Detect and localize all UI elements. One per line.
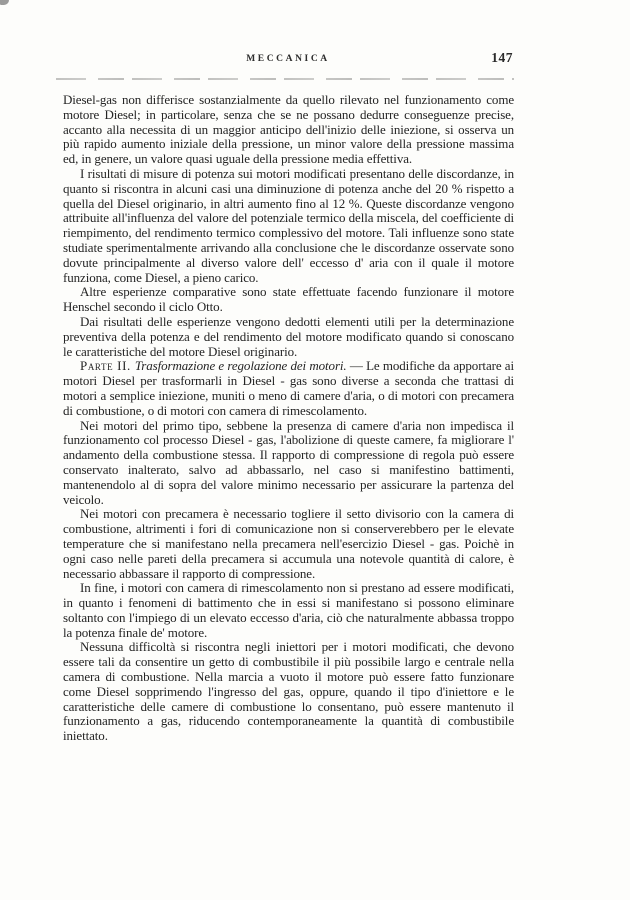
paragraph-dai-risultati: Dai risultati delle esperienze vengono dedotti elementi utili per la determinazione preventiva della potenza e del rendimento del motore modificato quando si conoscano le caratteristiche del motore Diesel originario.	[63, 313, 514, 359]
paragraph-motori-precamera: Nei motori con precamera è necessario togliere il setto divisorio con la camera di combustione, altrimenti i fori di comunicazione non si conserverebbero per le elevate temperature che si manifestano nella precamera nell'esercizio Diesel - gas. Poichè in ogni caso nelle pareti della precamera si accumula una notevole quantità di calore, è necessario abbassare il rapporto di compressione.	[63, 506, 514, 581]
paragraph-iniettori: Nessuna difficoltà si riscontra negli iniettori per i motori modificati, che devono essere tali da consentire un getto di combustibile il più possibile largo e centrale nella camera di combustione. Nella marcia a vuoto il motore può essere fatto funzionare come Diesel sopprimendo l'ingresso del gas, oppure, quando il tipo d'iniettore e le caratteristiche delle camere di combustione lo consentano, può essere mantenuto il funzionamento a gas, riducendo contemporaneamente la quantità di combustibile iniettato.	[63, 639, 514, 744]
section-title: Trasformazione e regolazione dei motori.	[134, 358, 347, 374]
paragraph-esperienze-comparative: Altre esperienze comparative sono state effettuate facendo funzionare il motore Henschel secondo il ciclo Otto.	[63, 284, 514, 315]
running-header	[63, 52, 513, 68]
page-body	[63, 93, 514, 744]
section-text: — Le modifiche da apportare ai motori Diesel per trasformarli in Diesel - gas sono diverse a seconda che trattasi di motori a semplice iniezione, muniti o meno di camere d'aria, o di motori con precamera di combustione, o di motori con camera di rimescolamento.	[63, 358, 514, 418]
paragraph-camera-rimescolamento: In fine, i motori con camera di rimescolamento non si prestano ad essere modificati, in quanto i fenomeni di battimento che in essi si manifestano si possono eliminare soltanto con l'impiego di un elevato eccesso d'aria, ciò che naturalmente abbassa troppo la potenza finale de' motore.	[63, 580, 514, 640]
paragraph-parte-ii	[63, 359, 514, 418]
paragraph-risultati-potenza: I risultati di misure di potenza sui motori modificati presentano delle discordanze, in quanto si riscontra in alcuni casi una diminuzione di potenza anche del 20 % rispetto a quella del Diesel originario, in altri aumento fino al 12 %. Queste discordanze vengono attribuite all'influenza del valore del potenziale termico della miscela, del coefficiente di riempimento, del rendimento termico complessivo del motore. Tali influenze sono state studiate sperimentalmente arrivando alla conclusione che le discordanze osservate sono dovute principalmente al diverso valore dell' eccesso d' aria con il quale il motore funziona, come Diesel, a pieno carico.	[63, 165, 514, 285]
page-number: 147	[491, 50, 513, 65]
header-rule	[56, 78, 514, 80]
section-label: Parte II.	[80, 358, 135, 374]
paragraph-motori-primo-tipo: Nei motori del primo tipo, sebbene la presenza di camere d'aria non impedisca il funzionamento col processo Diesel - gas, l'abolizione di queste camere, fa migliorare l' andamento della combustione stessa. Il rapporto di compressione di regola può essere conservato inalterato, salvo ad abbassarlo, nel caso si manifestino battimenti, mantenendolo al di sopra del valore minimo necessario per assicurare la partenza del veicolo.	[63, 417, 514, 507]
journal-title: MECCANICA	[246, 54, 330, 64]
scan-artifact	[0, 0, 9, 5]
paragraph-diesel-gas: Diesel-gas non differisce sostanzialmente da quello rilevato nel funzionamento come motore Diesel; in particolare, senza che se ne possano dedurre conseguenze precise, accanto alla necessita di un maggior anticipo dell'inizio delle iniezione, si osserva un più rapido aumento iniziale della pressione, un minor valore della pressione massima ed, in genere, un valore quasi uguale della pressione media effettiva.	[63, 92, 514, 167]
